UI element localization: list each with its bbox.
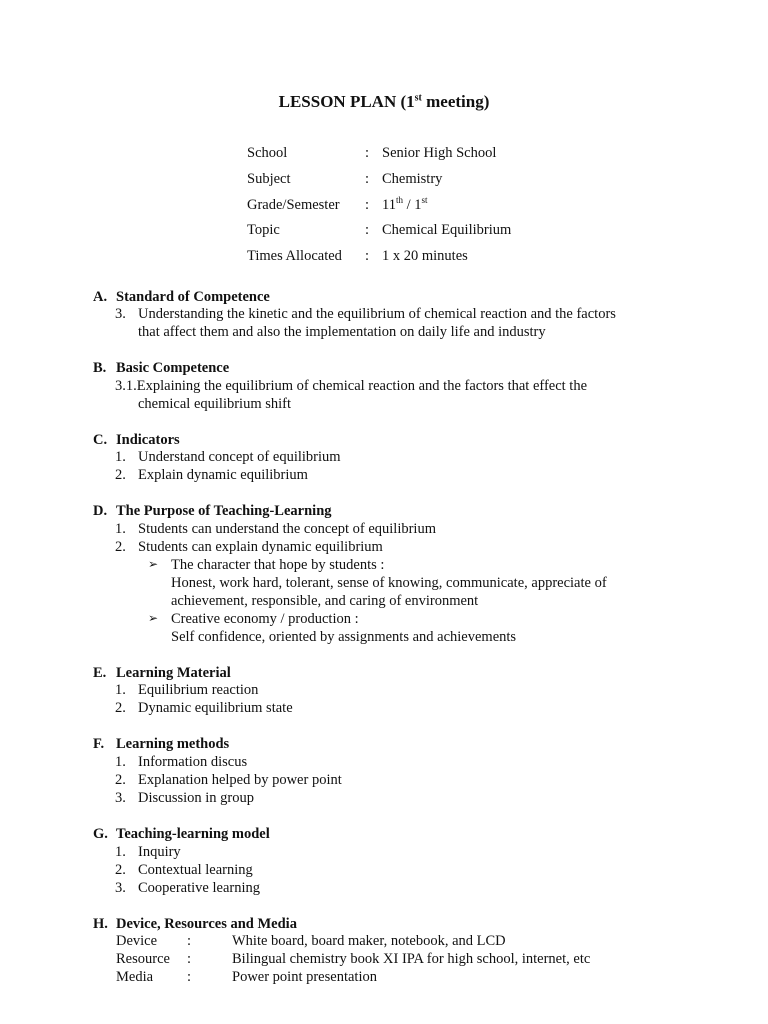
list-item — [93, 754, 743, 772]
list-item — [93, 539, 743, 557]
item-number: 1. — [115, 520, 126, 537]
info-colon: : — [365, 248, 370, 265]
item-text: Understanding the kinetic and the equilibrium of chemical reaction and the factors — [138, 306, 616, 322]
info-label: Times Allocated — [247, 248, 342, 265]
list-item — [93, 862, 743, 880]
arrow-bullet-icon: ➢ — [148, 556, 159, 571]
item-text-continuation: chemical equilibrium shift — [138, 395, 292, 412]
info-row-school — [247, 141, 511, 167]
item-text: Equilibrium reaction — [138, 682, 259, 699]
info-colon: : — [365, 145, 370, 162]
item-number: 3. — [115, 306, 126, 322]
semester-superscript: st — [421, 194, 428, 205]
title-text: LESSON PLAN (1 — [278, 92, 415, 111]
row-colon: : — [187, 969, 192, 986]
info-label: Grade/Semester — [247, 196, 340, 213]
list-item — [93, 790, 743, 808]
info-value — [382, 194, 428, 214]
section-heading — [93, 826, 743, 844]
list-item — [93, 772, 743, 790]
list-item — [93, 467, 743, 485]
section-title: Device, Resources and Media — [116, 915, 297, 932]
section-heading — [93, 664, 743, 682]
item-text: Explain dynamic equilibrium — [138, 467, 308, 484]
section-learning-material — [93, 664, 743, 718]
section-standard-of-competence — [93, 288, 743, 342]
item-text: Information discus — [138, 753, 248, 770]
item-number: 1. — [115, 682, 126, 699]
bullet-text-continuation: Self confidence, oriented by assignments and achievements — [171, 628, 517, 645]
list-item — [93, 306, 743, 324]
section-heading — [93, 915, 743, 933]
info-label: Topic — [247, 222, 280, 239]
list-item — [93, 700, 743, 718]
info-value: Senior High School — [382, 145, 497, 162]
info-label: Subject — [247, 171, 291, 188]
bullet-item — [93, 557, 743, 575]
info-value: Chemical Equilibrium — [382, 222, 512, 239]
list-item — [93, 449, 743, 467]
section-letter: G. — [93, 826, 108, 843]
section-title: Learning Material — [116, 664, 231, 681]
section-letter: A. — [93, 288, 108, 305]
bullet-text-continuation: achievement, responsible, and caring of environment — [171, 592, 479, 609]
section-purpose — [93, 503, 743, 647]
section-heading — [93, 736, 743, 754]
info-row-time — [247, 244, 511, 270]
info-label: School — [247, 145, 288, 162]
row-colon: : — [187, 951, 192, 968]
title-superscript: st — [414, 92, 422, 104]
section-heading — [93, 288, 743, 306]
section-device-resources-media — [93, 915, 743, 987]
title-tail: meeting) — [421, 92, 490, 111]
item-number: 1. — [115, 449, 126, 466]
item-number: 1. — [115, 753, 126, 770]
bullet-item — [93, 611, 743, 629]
section-title: Learning methods — [116, 736, 230, 753]
section-letter: B. — [93, 360, 107, 377]
info-value: 1 x 20 minutes — [382, 248, 468, 265]
item-number: 3. — [115, 789, 126, 806]
info-value: Chemistry — [382, 171, 443, 188]
list-item: 3.1.Explaining the equilibrium of chemical reaction and the factors that effect the — [115, 377, 588, 394]
section-heading — [93, 431, 743, 449]
row-value: White board, board maker, notebook, and LCD — [232, 933, 506, 950]
media-row — [93, 969, 743, 987]
bullet-text: The character that hope by students : — [171, 556, 385, 573]
row-value: Bilingual chemistry book XI IPA for high school, internet, etc — [232, 951, 591, 968]
section-letter: D. — [93, 503, 108, 520]
section-learning-methods — [93, 736, 743, 808]
item-number: 2. — [115, 467, 126, 484]
list-item — [93, 682, 743, 700]
row-label: Device — [116, 933, 158, 950]
bullet-text: Creative economy / production : — [171, 610, 359, 627]
row-colon: : — [187, 933, 192, 950]
item-number: 1. — [115, 843, 126, 860]
info-table — [247, 141, 511, 269]
section-letter: C. — [93, 431, 108, 448]
list-item — [93, 844, 743, 862]
list-item — [93, 521, 743, 539]
info-colon: : — [365, 171, 370, 188]
row-value: Power point presentation — [232, 969, 377, 986]
resource-row — [93, 951, 743, 969]
item-number: 2. — [115, 861, 126, 878]
item-text: Discussion in group — [138, 789, 254, 806]
info-row-topic — [247, 218, 511, 244]
info-colon: : — [365, 196, 370, 213]
info-colon: : — [365, 222, 370, 239]
info-row-subject — [247, 167, 511, 193]
section-heading — [93, 360, 743, 378]
section-title: Teaching-learning model — [116, 826, 270, 843]
item-text: Inquiry — [138, 843, 181, 860]
page-title — [0, 92, 768, 112]
bullet-text-continuation: Honest, work hard, tolerant, sense of knowing, communicate, appreciate of — [171, 574, 607, 591]
item-number: 3. — [115, 879, 126, 896]
item-number: 2. — [115, 700, 126, 717]
item-text: Understand concept of equilibrium — [138, 449, 341, 466]
section-letter: E. — [93, 664, 107, 681]
section-indicators — [93, 431, 743, 485]
item-number: 2. — [115, 771, 126, 788]
lesson-content — [93, 288, 743, 1005]
section-letter: H. — [93, 915, 108, 932]
device-row — [93, 933, 743, 951]
arrow-bullet-icon: ➢ — [148, 610, 159, 625]
row-label: Media — [116, 969, 154, 986]
grade-superscript: th — [395, 194, 403, 205]
section-basic-competence — [93, 360, 743, 414]
section-title: The Purpose of Teaching-Learning — [116, 503, 332, 520]
item-text: Contextual learning — [138, 861, 253, 878]
item-number: 2. — [115, 538, 126, 555]
item-text: Students can explain dynamic equilibrium — [138, 538, 383, 555]
section-title: Indicators — [116, 431, 180, 448]
section-heading — [93, 503, 743, 521]
item-text: Students can understand the concept of equilibrium — [138, 520, 436, 537]
section-title: Basic Competence — [116, 360, 230, 377]
item-text: Explanation helped by power point — [138, 771, 342, 788]
item-text: Cooperative learning — [138, 879, 260, 896]
row-label: Resource — [116, 951, 170, 968]
section-title: Standard of Competence — [116, 288, 270, 305]
section-teaching-model — [93, 826, 743, 898]
grade-value: 11 — [382, 196, 396, 213]
section-letter: F. — [93, 736, 105, 753]
info-row-grade — [247, 192, 511, 218]
semester-value: / 1 — [402, 196, 422, 213]
item-text: Dynamic equilibrium state — [138, 700, 293, 717]
list-item — [93, 880, 743, 898]
item-text-continuation: that affect them and also the implementation on daily life and industry — [138, 324, 546, 340]
